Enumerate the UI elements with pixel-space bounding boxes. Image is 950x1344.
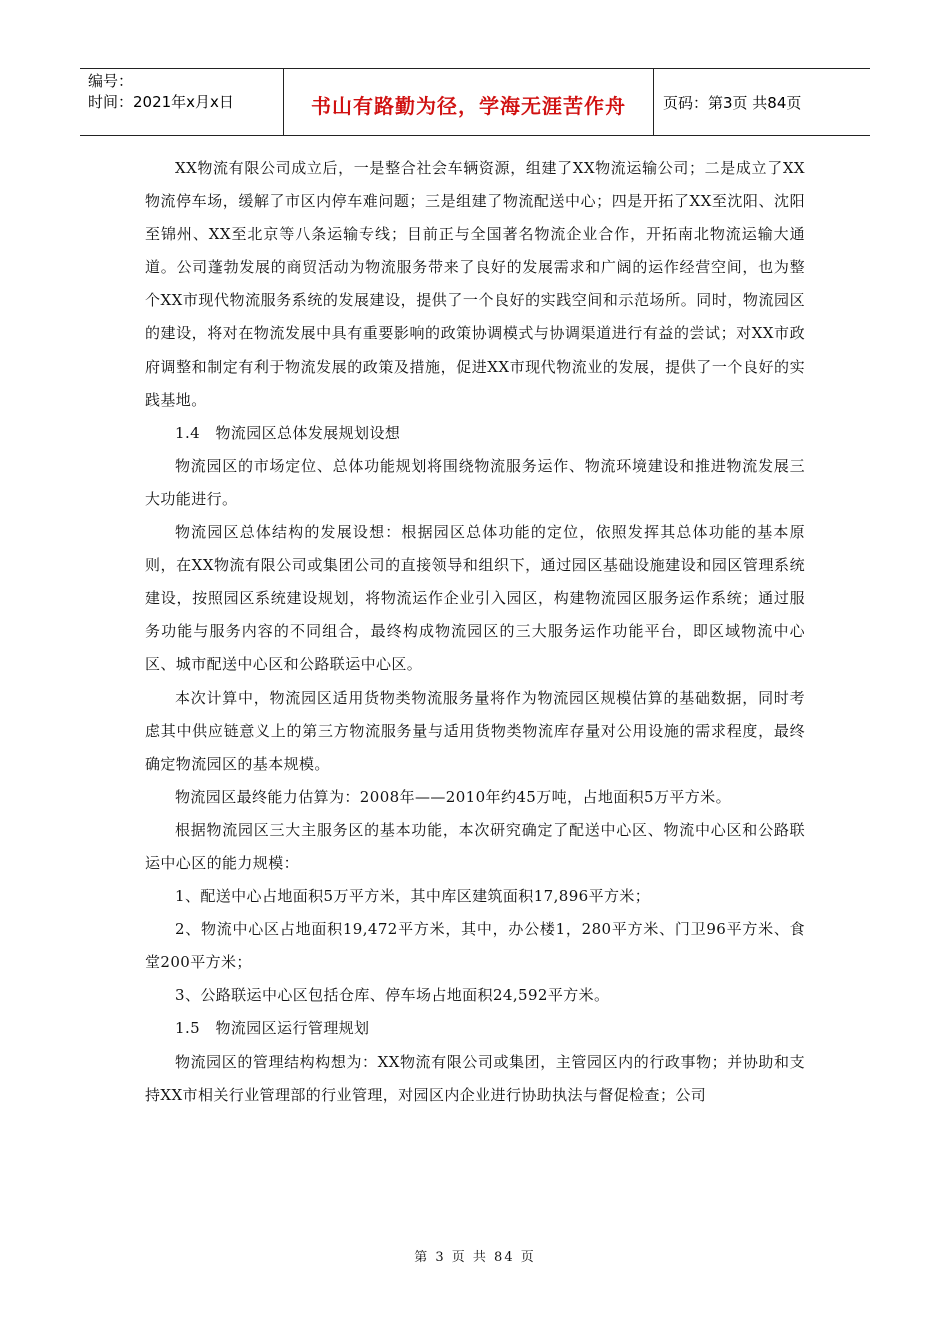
document-date-label: 时间：2021年x月x日 xyxy=(88,93,234,111)
page-footer: 第 3 页 共 84 页 xyxy=(414,1250,536,1265)
section-heading-1-4: 1.4 物流园区总体发展规划设想 xyxy=(175,423,401,442)
body-paragraph: 根据物流园区三大主服务区的基本功能，本次研究确定了配送中心区、物流中心区和公路联运中心区的能力规模： xyxy=(145,820,805,872)
header-meta xyxy=(80,69,283,135)
section-heading-1-5: 1.5 物流园区运行管理规划 xyxy=(175,1019,370,1038)
header-motto: 书山有路勤为径，学海无涯苦作舟 xyxy=(283,69,654,135)
body-paragraph: 物流园区最终能力估算为：2008年——2010年约45万吨，占地面积5万平方米。 xyxy=(175,787,731,806)
body-paragraph: 物流园区的管理结构构想为：XX物流有限公司或集团，主管园区内的行政事物；并协助和支持XX市相关行业管理部的行业管理，对园区内企业进行协助执法与督促检查；公司 xyxy=(145,1052,805,1104)
list-item: 2、物流中心区占地面积19,472平方米，其中，办公楼1，280平方米、门卫96平方米、食堂200平方米； xyxy=(145,920,805,972)
body-paragraph: 物流园区的市场定位、总体功能规划将围绕物流服务运作、物流环境建设和推进物流发展三大功能进行。 xyxy=(145,456,805,508)
list-item: 3、公路联运中心区包括仓库、停车场占地面积24,592平方米。 xyxy=(175,986,610,1005)
body-paragraph: 本次计算中，物流园区适用货物类物流服务量将作为物流园区规模估算的基础数据，同时考虑其中供应链意义上的第三方物流服务量与适用货物类物流库存量对公用设施的需求程度，最终确定物流园区的基本规模。 xyxy=(145,688,805,773)
header-page-info: 页码：第3页 共84页 xyxy=(663,93,802,112)
list-item: 1、配送中心占地面积5万平方米，其中库区建筑面积17,896平方米； xyxy=(175,887,651,906)
document-body xyxy=(145,152,805,1112)
body-paragraph: XX物流有限公司成立后，一是整合社会车辆资源，组建了XX物流运输公司；二是成立了XX物流停车场，缓解了市区内停车难问题；三是组建了物流配送中心；四是开拓了XX至沈阳、沈阳至锦州、XX至北京等八条运输专线；目前正与全国著名物流企业合作，开拓南北物流运输大通道。公司蓬勃发展的商贸活动为物流服务带来了良好的发展需求和广阔的运作经营空间，也为整个XX市现代物流服务系统的发展建设，提供了一个良好的实践空间和示范场所。同时，物流园区的建设，将对在物流发展中具有重要影响的政策协调模式与协调渠道进行有益的尝试；对XX市政府调整和制定有利于物流发展的政策及措施，促进XX市现代物流业的发展，提供了一个良好的实践基地。 xyxy=(145,159,805,409)
document-number-label: 编号： xyxy=(88,72,134,90)
page-header xyxy=(80,68,870,136)
body-paragraph: 物流园区总体结构的发展设想：根据园区总体功能的定位，依照发挥其总体功能的基本原则，在XX物流有限公司或集团公司的直接领导和组织下，通过园区基础设施建设和园区管理系统建设，按照园区系统建设规划，将物流运作企业引入园区，构建物流园区服务运作系统；通过服务功能与服务内容的不同组合，最终构成物流园区的三大服务运作功能平台，即区域物流中心区、城市配送中心区和公路联运中心区。 xyxy=(145,523,805,674)
